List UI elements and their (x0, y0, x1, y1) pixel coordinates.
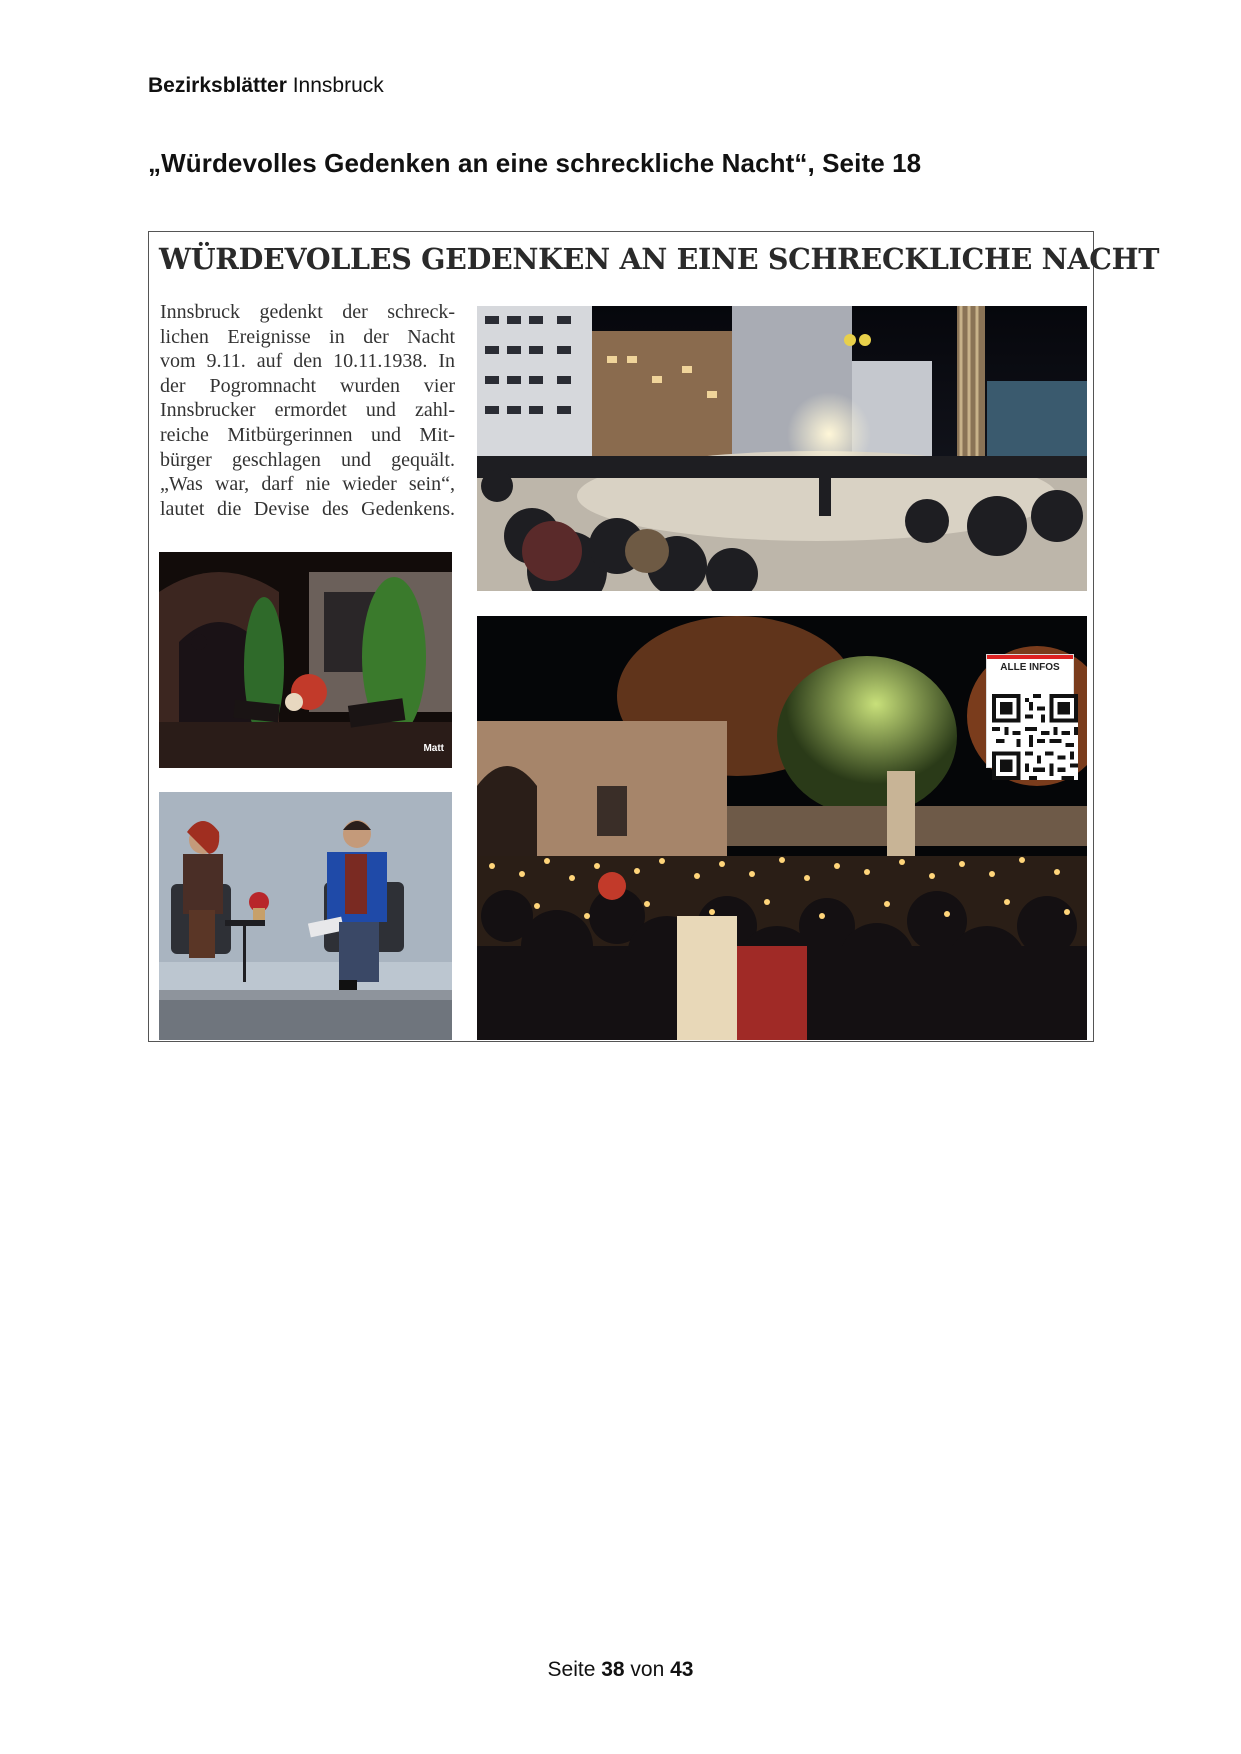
page-number (0, 1658, 1241, 1682)
page-current: 38 (601, 1658, 625, 1681)
qr-code-icon (992, 681, 1078, 793)
photo-night-square-gathering (477, 306, 1087, 591)
lead-line: Innsbruck gedenkt der schreck- (160, 301, 455, 323)
lead-line: reiche Mitbürgerinnen und Mit- (160, 423, 455, 446)
qr-label: ALLE INFOS (987, 655, 1073, 677)
lead-line: vom 9.11. auf den 10.11.1938. In (160, 350, 455, 373)
photo-stage-talk (159, 792, 452, 1040)
photo-credit: Matt (423, 743, 444, 754)
publication-name-region: Innsbruck (286, 74, 384, 97)
clipping-lead-text (160, 300, 455, 521)
newspaper-clipping (148, 231, 1160, 1042)
photo-candlelight-vigil (477, 616, 1087, 1040)
qr-info-box (986, 654, 1074, 768)
page-label: Seite (547, 1658, 602, 1681)
publication-header (148, 74, 384, 98)
lead-line: lautet die Devise des Gedenkens. (160, 497, 455, 520)
lead-line: bürger geschlagen und gequält. (160, 448, 455, 471)
clipping-headline: WÜRDEVOLLES GEDENKEN AN EINE SCHRECKLICHE NACHT (159, 242, 1160, 276)
page-separator: von (624, 1658, 671, 1681)
publication-name-bold: Bezirksblätter (148, 74, 287, 97)
lead-line: „Was war, darf nie wieder sein“, (160, 473, 455, 496)
lead-line: Innsbrucker ermordet und zahl- (160, 399, 455, 422)
lead-line: der Pogromnacht wurden vier (160, 374, 455, 397)
lead-line: lichen Ereignisse in der Nacht (160, 325, 455, 348)
page-total: 43 (670, 1658, 694, 1681)
document-title: „Würdevolles Gedenken an eine schreckliche Nacht“, Seite 18 (148, 148, 922, 178)
photo-memorial-wreaths (159, 552, 452, 768)
